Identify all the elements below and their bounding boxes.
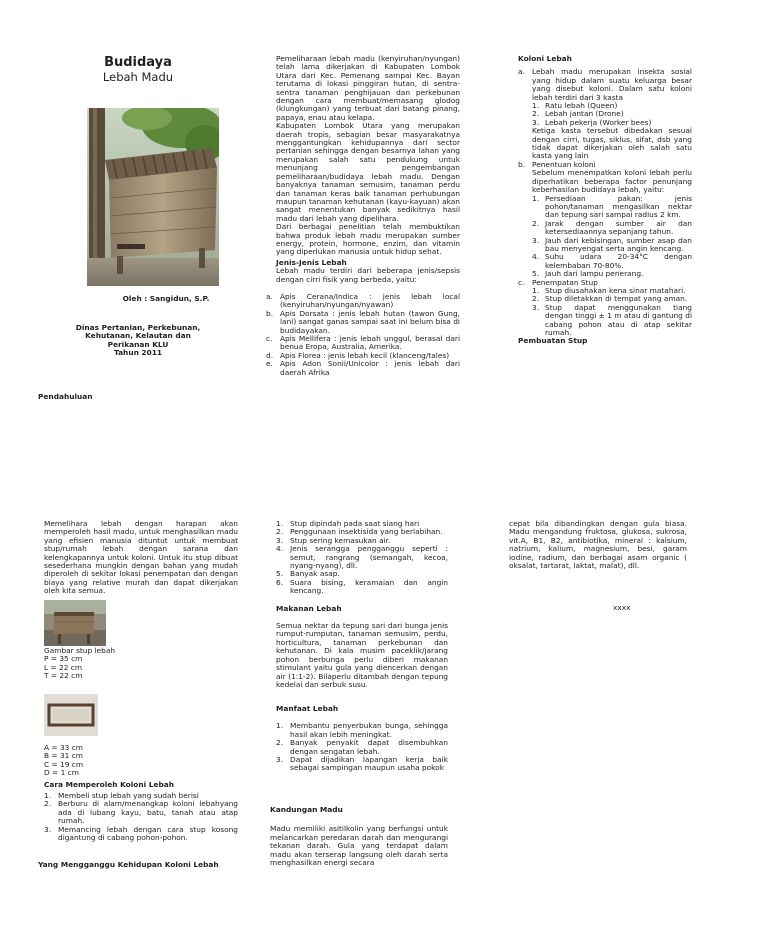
- kandungan-block: [270, 806, 448, 867]
- list-item: 6. Suara bising, keramaian dan angin kencang.: [276, 577, 448, 596]
- list-item: 3. Stup dapat menggunakan tiang dengan tinggi ± 1 m atau di gantung di cabang pohon atau di atap sekitar rumah.: [532, 302, 692, 337]
- kasta-list: [518, 102, 692, 161]
- penempatan-stup: [518, 287, 692, 337]
- dimension: A = 33 cm: [44, 743, 83, 752]
- stup-frame-photo: [44, 694, 98, 736]
- manfaat-block: [276, 705, 448, 773]
- list-item: 1. Membantu penyerbukan bunga, sehingga hasil akan lebih meningkat.: [276, 721, 448, 739]
- paragraph: Kabupaten Lombok Utara yang merupakan daerah tropis, sebagian besar masyarakatnya menggantungkan kehidupannya dari sector pertanian sehingga dengan besarnya lahan yang merupakan salah satu pendukung untuk menunjang pengembangan pemeliharaan/budidaya lebah madu. Dengan banyaknya tanaman semusim, tanaman perdu dan tanaman keras baik tanaman perhubungan maupun tanaman kehutanan (kayu-kayuan) akan sangat menentukan banyak sedikitnya hasil madu dari lebah yang dipelihara.: [276, 121, 460, 223]
- list-item: 3. Lebah pekerja (Worker bees): [532, 117, 652, 127]
- paragraph: Dari berbagai penelitian telah membuktikan bahwa produk lebah madu merupakan sumber energy, protein, hormone, enzim, dan vitamin yang diperlukan manusia untuk hidup sehat.: [276, 222, 460, 257]
- list-item: 3. Stup sering kemasukan air.: [276, 535, 391, 545]
- stup-photo-1: [44, 600, 106, 646]
- institution-block: [52, 324, 224, 358]
- dimension: D = 1 cm: [44, 768, 79, 778]
- dimension: P = 35 cm: [44, 654, 83, 664]
- heading-koloni-lebah: Koloni Lebah: [518, 54, 572, 63]
- list-item: 1. Ratu lebah (Queen): [532, 101, 618, 111]
- penentuan-koloni: [518, 169, 692, 278]
- figure-caption: Gambar stup lebah: [44, 646, 116, 655]
- list-item: c. Apis Mellifera : jenis lebah unggul, berasal dari benua Eropa, Australia, Amerika.: [266, 334, 460, 352]
- cover-subtitle: Lebah Madu: [102, 70, 174, 84]
- list-item: 2. Penggunaan insektisida yang berlabihan.: [276, 527, 443, 537]
- list-item: 2. Lebah jantan (Drone): [532, 109, 624, 119]
- heading-kandungan-madu: Kandungan Madu: [270, 805, 343, 814]
- list-item: 4. Jenis serangga pengganggu seperti : semut, rangrang (semangah, kecoa, nyang-nyang), dll.: [276, 544, 448, 571]
- column-1-bottom: [44, 520, 238, 596]
- paragraph: Pemeliharaan lebah madu (kenyiruhan/nyungan) telah lama dikerjakan di Kabupaten Lombok Utara dari Kec. Pemenang sampai Kec. Bayan terutama di lokasi pinggiran hutan, di sentra-sentra tanaman penghijauan dan perkebunan dengan cara membuat/memasang glodog (klungkungan) yang terbuat dari batang pinang, papaya, enau atau kelapa.: [276, 54, 460, 122]
- column-2-bottom: [276, 520, 448, 689]
- list-item: 3. Dapat dijadikan lapangan kerja baik sebagai sampingan maupun usaha pokok: [276, 755, 448, 773]
- list-item: 2. Berburu di alam/menangkap koloni lebahyang ada di lubang kayu, batu, tanah atau atap rumah.: [44, 799, 238, 826]
- stup-caption-block: [44, 647, 144, 681]
- list-item: 1. Stup diusahakan kena sinar matahari.: [532, 285, 686, 295]
- heading-jenis-lebah: Jenis-Jenis Lebah: [276, 257, 347, 267]
- list-item: 2. Banyak penyakit dapat disembuhkan dengan sengatan lebah.: [276, 738, 448, 756]
- list-item: c. Penempatan Stup: [518, 277, 598, 287]
- section-pendahuluan: Pendahuluan: [38, 392, 93, 401]
- institution-line-2: Kehutanan, Kelautan dan: [85, 331, 191, 341]
- list-item: 1. Persediaan pakan: jenis pohon/tanaman mengasilkan nektar dan tepung sari sampai radius 2 km.: [532, 193, 692, 220]
- heading-makanan-lebah: Makanan Lebah: [276, 603, 342, 613]
- cover-title: Budidaya: [104, 55, 172, 70]
- column-2-top: [266, 54, 460, 377]
- heading-manfaat-lebah: Manfaat Lebah: [276, 704, 339, 713]
- jenis-list: [266, 293, 460, 377]
- column-3-top: [518, 55, 692, 346]
- dimension: C = 19 cm: [44, 759, 84, 769]
- column-1-bottom-lower: [44, 744, 238, 842]
- list-item: b. Apis Dorsata : jenis lebah hutan (tawon Gung, lani) sangat ganas sampai saat ini belum bisa di budidayakan.: [266, 308, 460, 335]
- list-item: 4. Suhu udara 20-34°C dengan kelembaban 70-80%.: [532, 252, 692, 270]
- author: Oleh : Sangidun, S.P.: [122, 294, 210, 303]
- paragraph: Semua nektar da tepung sari dari bunga jenis rumput-rumputan, tanaman semusim, perdu, horticultura, tanaman perkebunan dan kehutanan. Di kala musim paceklik/jarang pohon berbunga perlu diberi makanan stimulant yaitu gula yang diencerkan dengan air (1:1-2). Bilaperlu ditambah dengan tepung kedelai dan serbuk susu.: [276, 621, 448, 689]
- institution-line-3: Perikanan KLU: [107, 339, 169, 349]
- list-item: b. Penentuan koloni: [518, 159, 596, 169]
- list-item: a. Lebah madu merupakan insekta sosial yang hidup dalam suatu keluarga besar yang disebut koloni. Dalam satu koloni lebah terdiri dari 3 kasta: [518, 67, 692, 102]
- paragraph: Lebah madu terdiri dari beberapa jenis/sepsis dengan cirri fisik yang berbeda, yaitu:: [276, 266, 460, 284]
- column-3-bottom: [509, 520, 687, 570]
- heading-cara-memperoleh: Cara Memperoleh Koloni Lebah: [44, 779, 175, 789]
- heading-yang-mengganggu: Yang Mengganggu Kehidupan Koloni Lebah: [38, 860, 219, 869]
- list-item: 3. Jauh dari kebisingan, sumber asap dan bau menyengat serta angin kencang.: [532, 235, 692, 253]
- year: Tahun 2011: [113, 348, 162, 358]
- heading-pembuatan-stup: Pembuatan Stup: [518, 336, 588, 346]
- dimension: L = 22 cm: [44, 662, 83, 672]
- paragraph: Memelihara lebah dengan harapan akan memperoleh hasil madu, untuk menghasilkan madu yang efisien manusia dituntut untuk membuat stup/rumah lebah dengan sarana dan kelengkapannya untuk koloni. Untuk itu stup dibuat sesederhana mungkin dengan bahan yang mudah diperoleh di sekitar lokasi penempatan dan dengan biaya yang relative murah dan dapat dikerjakan oleh kita semua.: [44, 519, 238, 596]
- list-item: d. Apis Florea : jenis lebah kecil (klanceng/tales): [266, 350, 450, 360]
- list-item: e. Apis Adon Sonii/Unicolor : jenis lebah dari daerah Afrika: [266, 359, 460, 377]
- institution-line-1: Dinas Pertanian, Perkebunan,: [75, 323, 201, 332]
- paragraph: Madu memiliki asitilkolin yang berfungsi untuk melancarkan peredaran darah dan mengurangi tekanan darah. Gula yang terdapat dalam madu akan terserap langsung oleh darah serta menghasilkan energi secara: [270, 824, 448, 868]
- dimension: B = 31 cm: [44, 751, 83, 761]
- beehive-photo: [87, 108, 219, 286]
- list-item: 2. Stup diletakkan di tempat yang aman.: [532, 294, 688, 304]
- list-item: 3. Memancing lebah dengan cara stup kosong digantung di cabang pohon-pohon.: [44, 824, 238, 843]
- list-item: 5. Banyak asap.: [276, 569, 340, 579]
- list-item: 1. Stup dipindah pada saat siang hari: [276, 519, 420, 528]
- list-item: 2. Jarak dengan sumber air dan ketersediaannya sepanjang tahun.: [532, 218, 692, 237]
- paragraph: cepat bila dibandingkan dengan gula biasa. Madu mengandung fruktosa, glukosa, sukrosa, vit.A, B1, B2, antibiotika, mineral : kalsium, natrium, kalium, magnesium, besi, garam iodine, radium, dan berbagai asam organic ( oksalat, tartarat, laktat, malat), dll.: [509, 519, 687, 571]
- dimension: T = 22 cm: [44, 671, 83, 681]
- list-item: 5. Jauh dari lampu penerang.: [532, 269, 644, 279]
- paragraph: Sebelum menempatkan koloni lebah perlu diperhatikan beberapa factor penunjang keberhasilan budidaya lebah, yaitu:: [532, 168, 692, 195]
- end-mark: xxxx: [613, 603, 631, 612]
- list-item: a. Apis Cerana/Indica : jenis lebah local (kenyiruhan/nyungan/nyawan): [266, 291, 460, 310]
- list-item: 1. Membeli stup lebah yang sudah berisi: [44, 791, 199, 801]
- paragraph: Ketiga kasta tersebut dibedakan sesuai dengan cirri, tugas, siklus, sifat, dsb yang tidak dapat dikerjakan oleh salah satu kasta yang lain: [532, 126, 692, 161]
